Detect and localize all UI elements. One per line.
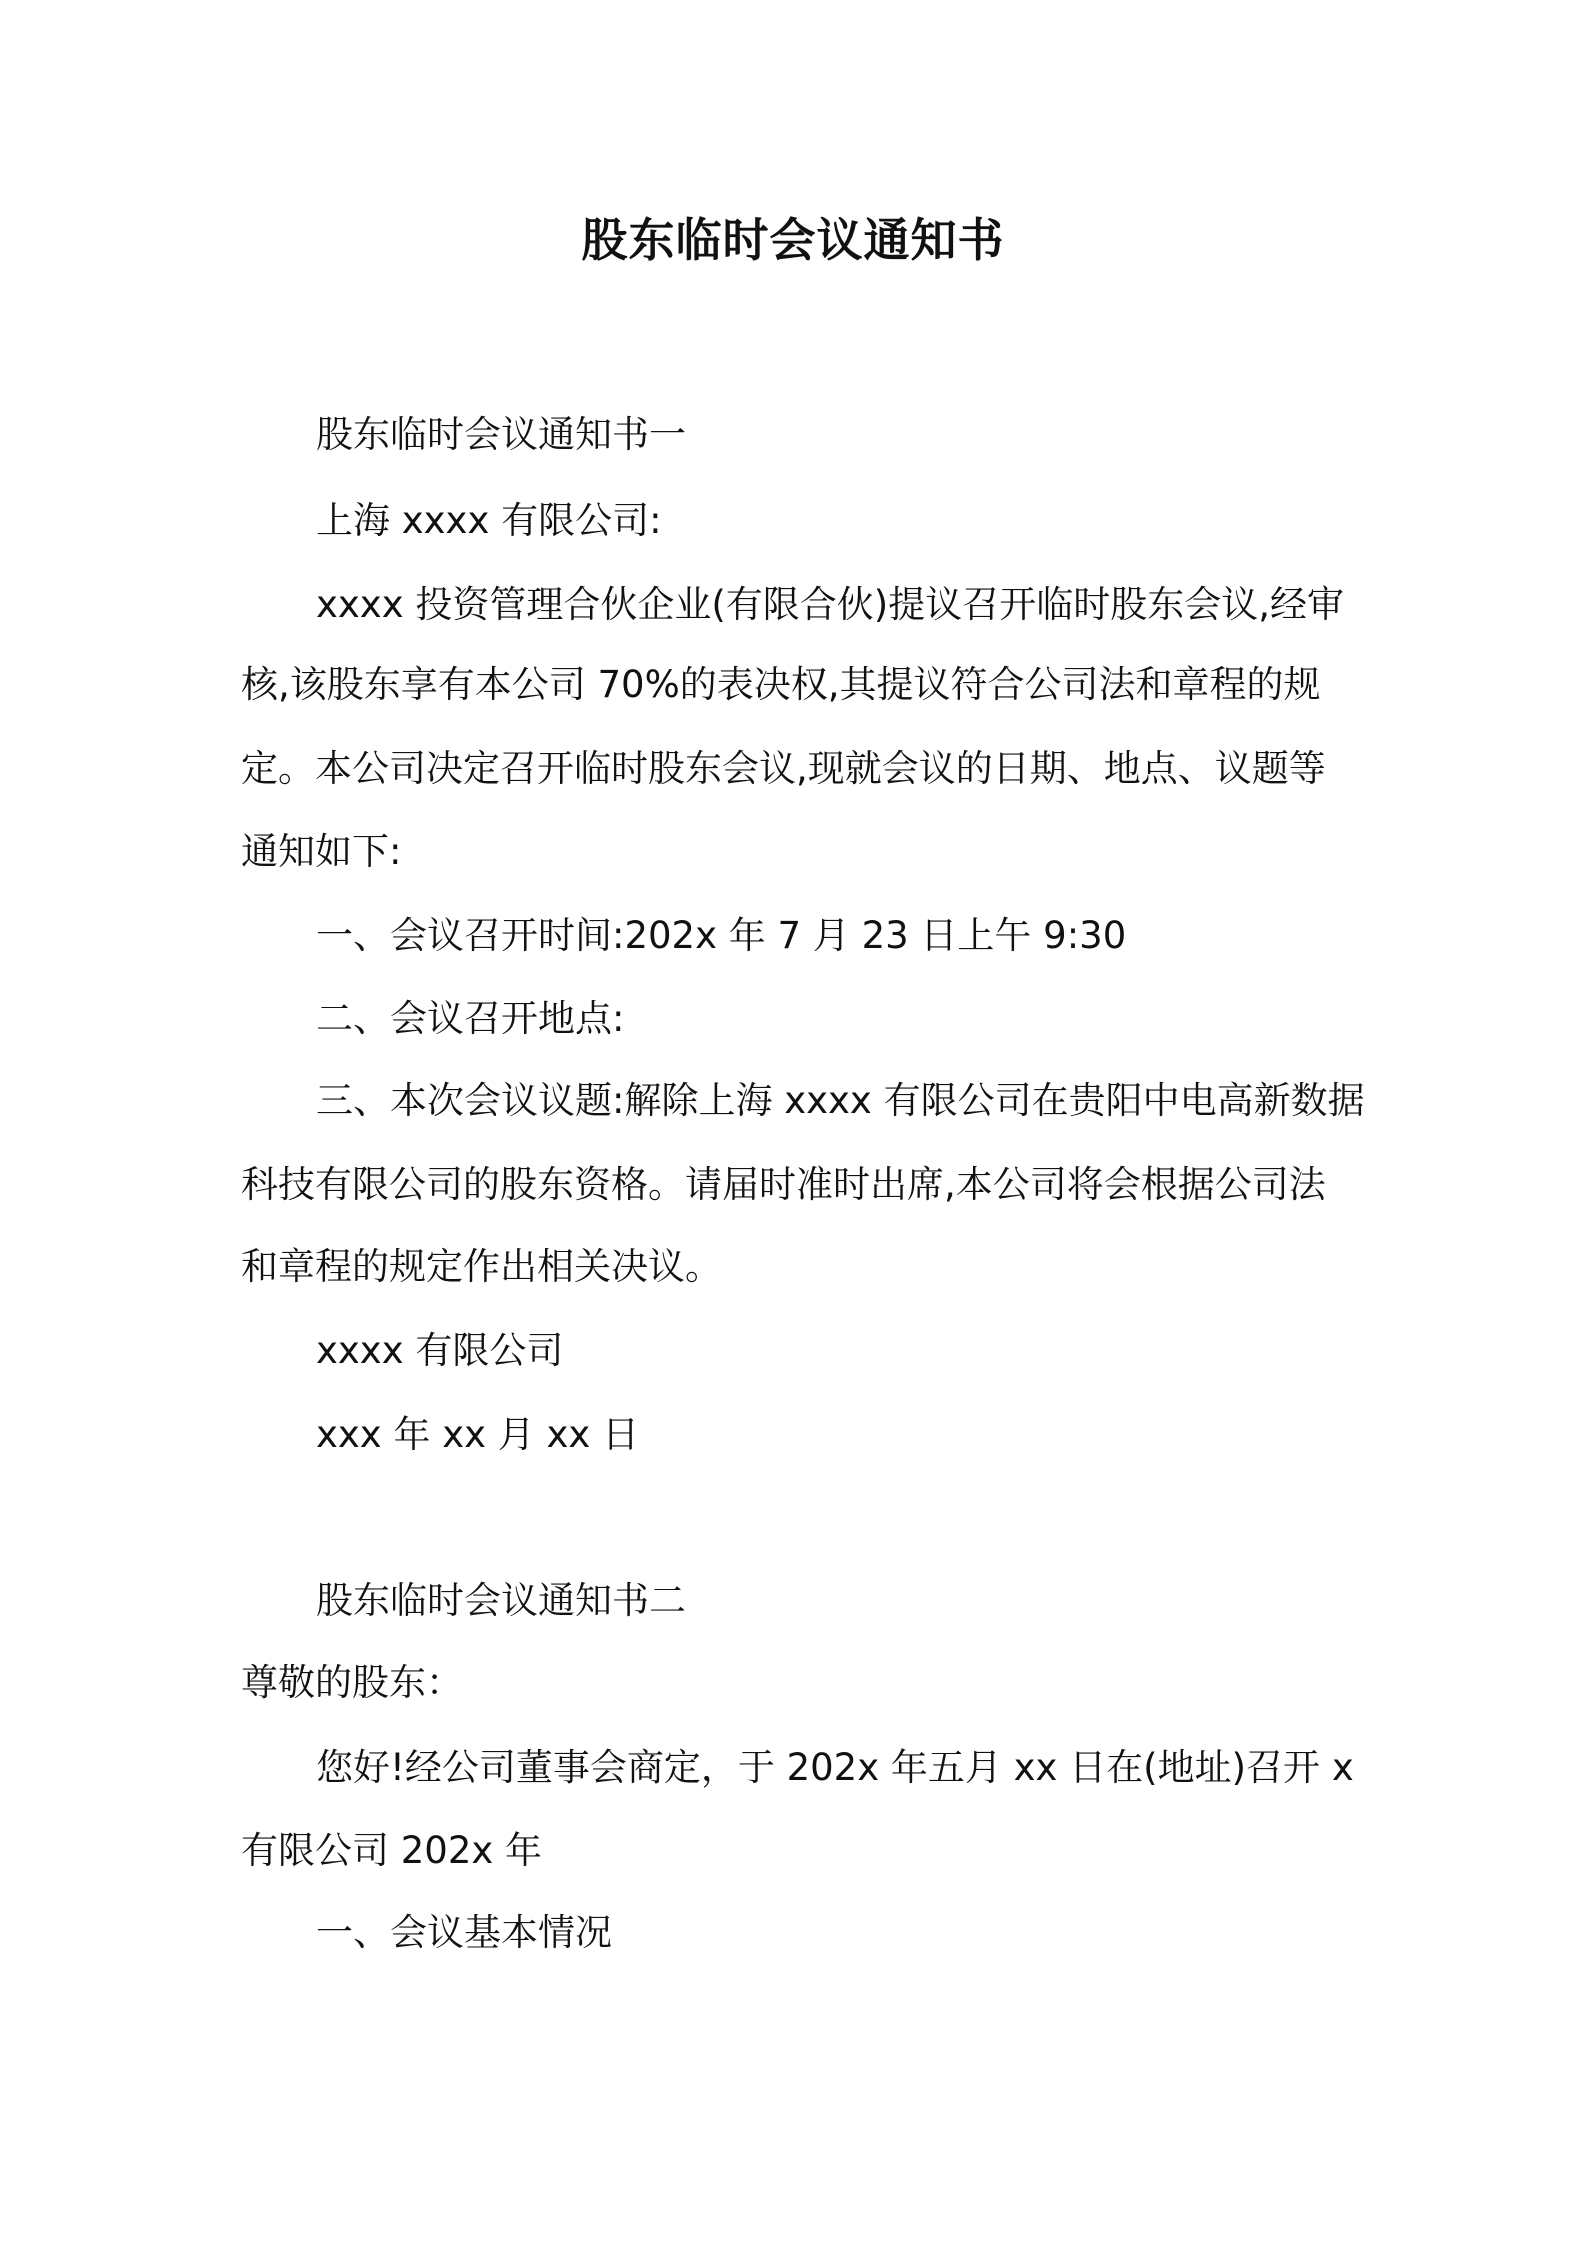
notice-one-addressee: 上海 xxxx 有限公司: [316, 499, 662, 542]
notice-two-salutation: 尊敬的股东： [241, 1661, 463, 1704]
notice-one-item-3-line-1: 三、本次会议议题:解除上海 xxxx 有限公司在贵阳中电高新数据 [316, 1079, 1365, 1122]
notice-one-date: xxx 年 xx 月 xx 日 [316, 1413, 640, 1456]
notice-one-item-1: 一、会议召开时间:202x 年 7 月 23 日上午 9:30 [316, 914, 1127, 957]
notice-one-item-3-line-3: 和章程的规定作出相关决议。 [241, 1245, 722, 1288]
notice-one-body-line-3: 定。本公司决定召开临时股东会议,现就会议的日期、地点、议题等 [241, 747, 1326, 790]
notice-two-section-1: 一、会议基本情况 [316, 1911, 612, 1954]
notice-one-item-3-line-2: 科技有限公司的股东资格。请届时准时出席,本公司将会根据公司法 [241, 1163, 1326, 1206]
notice-two-heading: 股东临时会议通知书二 [316, 1579, 686, 1622]
notice-one-body-line-4: 通知如下: [241, 830, 402, 873]
notice-two-body-line-1: 您好!经公司董事会商定，于 202x 年五月 xx 日在(地址)召开 x [316, 1746, 1354, 1789]
notice-one-body-line-1: xxxx 投资管理合伙企业(有限合伙)提议召开临时股东会议,经审 [316, 583, 1344, 626]
notice-one-item-2: 二、会议召开地点: [316, 997, 625, 1040]
notice-one-body-line-2: 核,该股东享有本公司 70%的表决权,其提议符合公司法和章程的规 [241, 663, 1321, 706]
notice-one-heading: 股东临时会议通知书一 [316, 413, 686, 456]
document-title: 股东临时会议通知书 [581, 213, 1005, 267]
notice-one-signature: xxxx 有限公司 [316, 1329, 564, 1372]
notice-two-body-line-2: 有限公司 202x 年 [241, 1829, 543, 1872]
